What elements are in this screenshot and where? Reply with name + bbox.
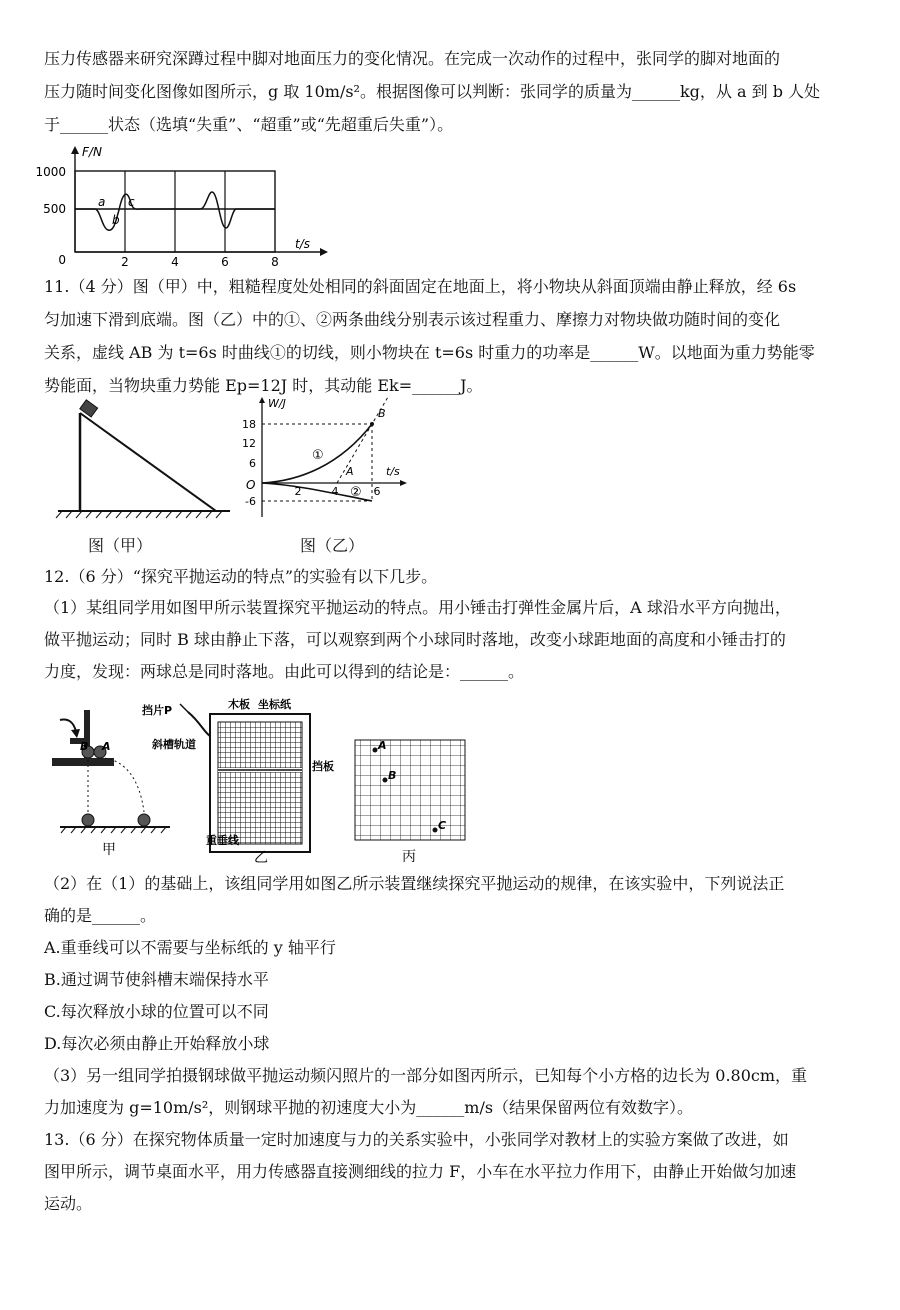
- curve-2-label: ②: [350, 485, 362, 500]
- t-tick-6: 6: [373, 485, 381, 498]
- point-a-label: a: [98, 195, 106, 209]
- w-tick-12: 12: [242, 437, 256, 450]
- coord-paper-label: 坐标纸: [258, 698, 291, 711]
- origin-label: O: [246, 478, 256, 492]
- w-tick-6: 6: [249, 457, 256, 470]
- q11-line-2: 匀加速下滑到底端。图（乙）中的①、②两条曲线分别表示该过程重力、摩擦力对物块做功随时间的变化: [44, 310, 781, 329]
- x-tick-4: 4: [171, 255, 179, 269]
- w-tick-neg6: -6: [245, 495, 256, 508]
- q10-line-2: 压力随时间变化图像如图所示，g 取 10m/s²。根据图像可以判断：张同学的质量为______kg，从 a 到 b 人处: [44, 82, 821, 101]
- q12-p1-line-1: （1）某组同学用如图甲所示装置探究平抛运动的特点。用小锤击打弹性金属片后，A 球沿水平方向抛出，: [44, 598, 791, 617]
- option-d: D.每次必须由静止开始释放小球: [44, 1034, 270, 1053]
- x-tick-6: 6: [221, 255, 229, 269]
- q12-header: 12.（6 分）“探究平抛运动的特点”的实验有以下几步。: [44, 567, 438, 586]
- curve-1-label: ①: [312, 448, 324, 463]
- q12-p2-line-1: （2）在（1）的基础上，该组同学用如图乙所示装置继续探究平抛运动的规律，在该实验中，下列说法正: [44, 874, 785, 893]
- point-b-label: b: [112, 213, 120, 227]
- stopper-label: 挡板: [312, 760, 334, 773]
- q11-line-3: 关系，虚线 AB 为 t=6s 时曲线①的切线，则小物块在 t=6s 时重力的功率是______W。以地面为重力势能零: [44, 343, 815, 362]
- fig-jia-label: 甲: [102, 842, 116, 858]
- q10-line-3: 于______状态（选填“失重”、“超重”或“先超重后失重”）。: [44, 115, 454, 134]
- q12-p3-line-1: （3）另一组同学拍摄钢球做平抛运动频闪照片的一部分如图丙所示，已知每个小方格的边长为 0.80cm，重: [44, 1066, 808, 1085]
- work-time-graph: [240, 395, 410, 525]
- q13-line-3: 运动。: [44, 1194, 93, 1213]
- caption-jia: 图（甲）: [88, 536, 153, 555]
- x-tick-2: 2: [121, 255, 129, 269]
- y-tick-1000: 1000: [35, 165, 66, 179]
- x-tick-8: 8: [271, 255, 279, 269]
- chute-label: 斜槽轨道: [152, 738, 196, 751]
- fig-yi-label: 乙: [254, 850, 268, 866]
- apparatus-yi: [140, 692, 340, 867]
- w-tick-18: 18: [242, 418, 256, 431]
- incline-figure: [50, 395, 235, 525]
- q12-p1-line-3: 力度，发现：两球总是同时落地。由此可以得到的结论是：______。: [44, 662, 525, 681]
- grid-point-c: C: [438, 819, 447, 832]
- option-a: A.重垂线可以不需要与坐标纸的 y 轴平行: [44, 938, 336, 957]
- force-time-graph: [35, 140, 330, 270]
- y-tick-0: 0: [58, 253, 66, 267]
- grid-point-a: A: [378, 739, 387, 752]
- option-b: B.通过调节使斜槽末端保持水平: [44, 970, 269, 989]
- caption-yi: 图（乙）: [300, 536, 365, 555]
- q11-line-1: 11.（4 分）图（甲）中，粗糙程度处处相同的斜面固定在地面上，将小物块从斜面顶端由静止释放，经 6s: [44, 277, 797, 296]
- t-axis-label: t/s: [386, 465, 400, 478]
- q13-line-1: 13.（6 分）在探究物体质量一定时加速度与力的关系实验中，小张同学对教材上的实验方案做了改进，如: [44, 1130, 789, 1149]
- plumb-label: 重垂线: [206, 834, 239, 847]
- y-axis-label: F/N: [82, 145, 102, 159]
- q12-p1-line-2: 做平抛运动；同时 B 球由静止下落，可以观察到两个小球同时落地，改变小球距地面的高度和小锤击打的: [44, 630, 786, 649]
- t-tick-2: 2: [294, 485, 302, 498]
- x-axis-label: t/s: [295, 237, 310, 251]
- ball-a-label: A: [102, 740, 111, 753]
- ball-b-label: B: [80, 740, 89, 753]
- point-a-label: A: [346, 465, 354, 478]
- baffle-p-label: 挡片P: [142, 704, 173, 717]
- t-tick-4: 4: [331, 485, 339, 498]
- strobe-grid-bing: [350, 735, 470, 865]
- q12-p3-line-2: 力加速度为 g=10m/s²，则钢球平抛的初速度大小为______m/s（结果保留两位有效数字）。: [44, 1098, 694, 1117]
- fig-bing-label: 丙: [402, 849, 416, 865]
- board-label: 木板: [228, 698, 250, 711]
- q10-line-1: 压力传感器来研究深蹲过程中脚对地面压力的变化情况。在完成一次动作的过程中，张同学的脚对地面的: [44, 49, 781, 68]
- q13-line-2: 图甲所示，调节桌面水平，用力传感器直接测细线的拉力 F，小车在水平拉力作用下，由静止开始做匀加速: [44, 1162, 797, 1181]
- w-axis-label: W/J: [268, 397, 286, 410]
- point-c-label: c: [128, 195, 135, 209]
- grid-point-b: B: [388, 769, 397, 782]
- option-c: C.每次释放小球的位置可以不同: [44, 1002, 269, 1021]
- q11-line-4: 势能面，当物块重力势能 Ep=12J 时，其动能 Ek=______J。: [44, 376, 483, 395]
- point-b-label: B: [378, 407, 386, 420]
- y-tick-500: 500: [43, 202, 66, 216]
- q12-p2-line-2: 确的是______。: [44, 906, 157, 925]
